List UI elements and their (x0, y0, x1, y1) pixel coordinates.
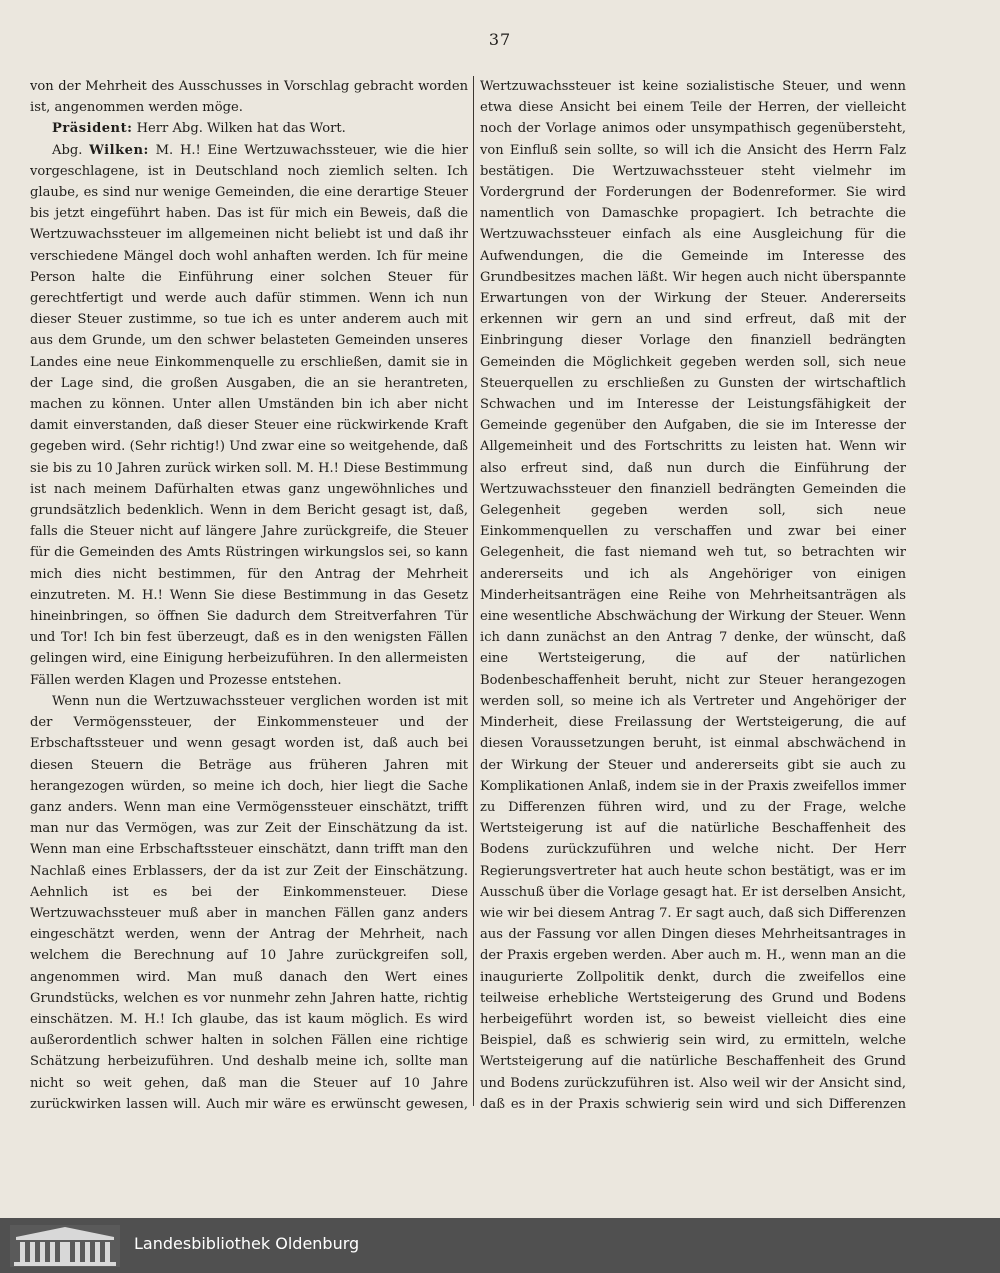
paragraph-text: Wenn nun die Wertzuwachssteuer verglichen worden ist mit der Vermögenssteuer, der Einkommensteuer und der Erbschaftssteuer und wenn gesagt worden ist, daß auch bei diesen Steuern die Beträge aus früheren Jahren mit herangezogen würden, so meine ich doch, hier liegt die Sache ganz anders. Wenn man eine Vermögenssteuer einschätzt, trifft man nur das Vermögen, was zur Zeit der Einschätzung da ist. Wenn man eine Erbschaftssteuer einschätzt, dann trifft man den Nachlaß eines Erblassers, der da ist zur Zeit der Einschätzung. Aehnlich ist es bei der Einkommensteuer. Diese Wertzuwachssteuer muß aber in manchen Fällen ganz anders eingeschätzt werden, wenn der Antrag der Mehrheit, nach welchem die Berechnung auf 10 Jahre zurückgreifen soll, angenommen wird. Man muß danach den Wert eines Grundstücks, welchen es vor nunmehr zehn Jahren hatte, richtig einschätzen. M. H.! Ich glaube, das ist kaum möglich. Es wird außerordentlich schwer halten in solchen Fällen eine richtige Schätzung herbeizuführen. Und deshalb meine ich, sollte man nicht so weit gehen, daß man die Steuer auf 10 Jahre zurückwirken lassen will. Auch mir wäre es erwünscht gewesen, (30, 693, 468, 1112)
paragraph (30, 140, 468, 691)
paragraph (30, 118, 468, 139)
left-column (30, 76, 468, 1116)
paragraph-text: Herr Abg. Wilken hat das Wort. (132, 121, 346, 137)
right-column (480, 76, 906, 1116)
footer-bar (0, 1218, 1000, 1273)
paragraph (30, 691, 468, 1116)
paragraph-text: M. H.! Eine Wertzuwachssteuer, wie die hier vorgeschlagene, ist in Deutschland noch ziemlich selten. Ich glaube, es sind nur wenige Gemeinden, die eine derartige Steuer bis jetzt eingeführt haben. Das ist für mich ein Beweis, daß die Wertzuwachssteuer im allgemeinen nicht beliebt ist und daß ihr verschiedene Mängel doch wohl anhaften werden. Ich für meine Person halte die Einführung einer solchen Steuer für gerechtfertigt und werde auch dafür stimmen. Wenn ich nun dieser Steuer zustimme, so tue ich es unter anderem auch mit aus dem Grunde, um den schwer belasteten Gemeinden unseres Landes eine neue Einkommenquelle zu erschließen, damit sie in der Lage sind, die großen Ausgaben, die an sie herantreten, machen zu können. Unter allen Umständen bin ich aber nicht damit einverstanden, daß dieser Steuer eine rückwirkende Kraft gegeben wird. (Sehr richtig!) Und zwar eine so weitgehende, daß sie bis zu 10 Jahren zurück wirken soll. M. H.! Diese Bestimmung ist nach meinem Dafürhalten etwas ganz ungewöhnliches und grundsätzlich bedenklich. Wenn in dem Bericht gesagt ist, daß, falls die Steuer nicht auf längere Jahre zurückgreife, die Steuer für die Gemeinden des Amts Rüstringen wirkungslos sei, so kann mich dies nicht bestimmen, für den Antrag der Mehrheit einzutreten. M. H.! Wenn Sie diese Bestimmung in das Gesetz hineinbringen, so öffnen Sie dadurch dem Streitverfahren Tür und Tor! Ich bin fest überzeugt, daß es in den wenigsten Fällen gelingen wird, eine Einigung herbeizuführen. In den allermeisten Fällen werden Klagen und Prozesse entstehen. (30, 142, 468, 688)
paragraph-text: von der Mehrheit des Ausschusses in Vorschlag gebracht worden ist, angenommen werden möge. (30, 79, 468, 116)
column-divider (473, 76, 474, 1106)
paragraph (30, 76, 468, 118)
paragraph-text: Wertzuwachssteuer ist keine sozialistische Steuer, und wenn etwa diese Ansicht bei einem Teile der Herren, der vielleicht noch der Vorlage animos oder unsympathisch gegenübersteht, von Einfluß sein sollte, so will ich die Ansicht des Herrn Falz bestätigen. Die Wertzuwachssteuer steht vielmehr im Vordergrund der Forderungen der Bodenreformer. Sie wird namentlich von Damaschke propagiert. Ich betrachte die Wertzuwachssteuer einfach als eine Ausgleichung für die Aufwendungen, die die Gemeinde im Interesse des Grundbesitzes machen läßt. Wir hegen auch nicht überspannte Erwartungen von der Wirkung der Steuer. Andererseits erkennen wir gern an und sind erfreut, daß mit der Einbringung dieser Vorlage den finanziell bedrängten Gemeinden die Möglichkeit gegeben werden soll, sich neue Steuerquellen zu erschließen zu Gunsten der wirtschaftlich Schwachen und im Interesse der Leistungsfähigkeit der Gemeinde gegenüber den Aufgaben, die sie im Interesse der Allgemeinheit und des Fortschritts zu leisten hat. Wenn wir also erfreut sind, daß nun durch die Einführung der Wertzuwachssteuer den finanziell bedrängten Gemeinden die Gelegenheit gegeben werden soll, sich neue Einkommenquellen zu verschaffen und zwar bei einer Gelegenheit, die fast niemand weh tut, so betrachten wir andererseits und ich als Angehöriger von einigen Minderheitsanträgen eine Reihe von Mehrheitsanträgen als eine wesentliche Abschwächung der Wirkung der Steuer. Wenn ich dann zunächst an den Antrag 7 denke, der wünscht, daß eine Wertsteigerung, die auf der natürlichen Bodenbeschaffenheit beruht, nicht zur Steuer herangezogen werden soll, so meine ich als Vertreter und Angehöriger der Minderheit, diese Freilassung der Wertsteigerung, die auf diesen Voraussetzungen beruht, ist einmal abschwächend in der Wirkung der Steuer und andererseits gibt sie auch zu Komplikationen Anlaß, indem sie in der Praxis zweifellos immer zu Differenzen führen wird, und zu der Frage, welche Wertsteigerung ist auf die natürliche Beschaffenheit des Bodens zurückzuführen und welche nicht. Der Herr Regierungsvertreter hat auch heute schon bestätigt, was er im Ausschuß über die Vorlage gesagt hat. Er ist derselben Ansicht, wie wir bei diesem Antrag 7. Er sagt auch, daß sich Differenzen aus der Fassung vor allen Dingen dieses Mehrheitsantrages in der Praxis ergeben werden. Aber auch m. H., wenn man an die inaugurierte Zollpolitik denkt, durch die zweifellos eine teilweise erhebliche Wertsteigerung des Grund und Bodens herbeigeführt worden ist, so beweist vielleicht dies eine Beispiel, daß es schwierig sein wird, zu ermitteln, welche Wertsteigerung auf die natürliche Beschaffenheit des Grund und Bodens zurückzuführen ist. Also weil wir der Ansicht sind, daß es in der Praxis schwierig sein wird und sich Differenzen (480, 79, 906, 1112)
page-number: 37 (488, 30, 512, 49)
library-building-icon (10, 1225, 120, 1267)
library-name: Landesbibliothek Oldenburg (134, 1234, 360, 1253)
speaker-name: Präsident: (52, 121, 133, 137)
paragraph (480, 76, 906, 1116)
speaker-prefix: Abg. (52, 142, 90, 158)
speaker-name: Wilken: (89, 142, 149, 158)
